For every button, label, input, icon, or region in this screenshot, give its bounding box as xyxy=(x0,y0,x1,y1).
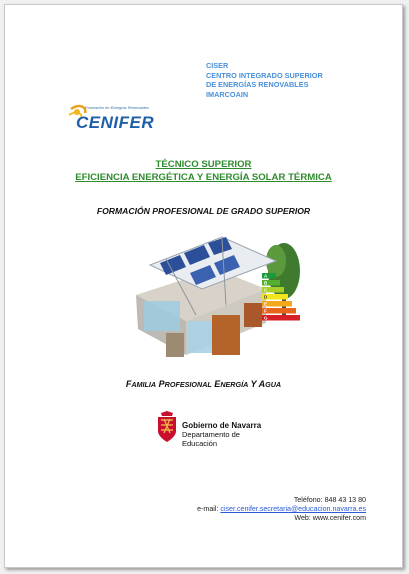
org-line: CENTRO INTEGRADO SUPERIOR xyxy=(206,70,323,80)
contact-web: Web: www.cenifer.com xyxy=(294,514,366,523)
logo-tagline: Formación en Energías Renovables xyxy=(85,105,149,110)
familia-rest: AMILIA xyxy=(131,380,157,389)
gov-department xyxy=(182,431,240,448)
familia-rest: GUA xyxy=(265,380,282,389)
document-page xyxy=(4,4,403,568)
energy-letter-f: F xyxy=(264,308,267,314)
org-line: DE ENERGÍAS RENOVABLES xyxy=(206,80,309,89)
energy-letter-b: B xyxy=(264,280,268,286)
familia-rest: ROFESIONAL xyxy=(164,380,212,389)
energy-letter-g: G xyxy=(264,315,268,321)
logo-wordmark: CENIFER xyxy=(76,113,155,132)
cenifer-logo xyxy=(65,103,185,139)
building-energy-illustration xyxy=(126,225,302,365)
gov-dept-line-1: Departamento de xyxy=(182,430,240,439)
title-line-2: EFICIENCIA ENERGÉTICA Y ENERGÍA SOLAR TÉRMICA xyxy=(75,172,332,183)
familia-initial: P xyxy=(158,379,165,389)
navarra-coat-of-arms-icon xyxy=(155,411,179,443)
contact-email-row xyxy=(197,505,366,514)
familia-initial: E xyxy=(214,379,221,389)
energy-letter-d: D xyxy=(264,294,268,300)
organization-header xyxy=(206,61,323,99)
familia-rest: NERGÍA xyxy=(220,380,249,389)
email-link[interactable]: ciser.cenifer.secretaria@educacion.navarra.es xyxy=(220,505,366,514)
gobierno-navarra-logo xyxy=(155,409,295,459)
subtitle: FORMACIÓN PROFESIONAL DE GRADO SUPERIOR xyxy=(96,206,311,216)
contact-phone: Teléfono: 848 43 13 80 xyxy=(293,496,366,504)
energy-letter-e: E xyxy=(264,301,268,307)
org-line: CISER xyxy=(206,61,229,70)
title-line-1: TÉCNICO SUPERIOR xyxy=(155,159,252,170)
gov-name: Gobierno de Navarra xyxy=(182,421,262,430)
gov-dept-line-2: Educación xyxy=(182,438,218,448)
familia-initial: A xyxy=(258,379,266,389)
professional-family xyxy=(5,379,402,389)
email-label: e-mail: xyxy=(197,505,219,514)
org-line: IMARCOAIN xyxy=(206,89,249,99)
familia-initial: F xyxy=(125,379,132,389)
energy-letter-c: C xyxy=(264,287,268,293)
energy-letter-a: A xyxy=(264,273,268,279)
contact-block xyxy=(197,496,366,524)
familia-initial: Y xyxy=(250,379,257,389)
